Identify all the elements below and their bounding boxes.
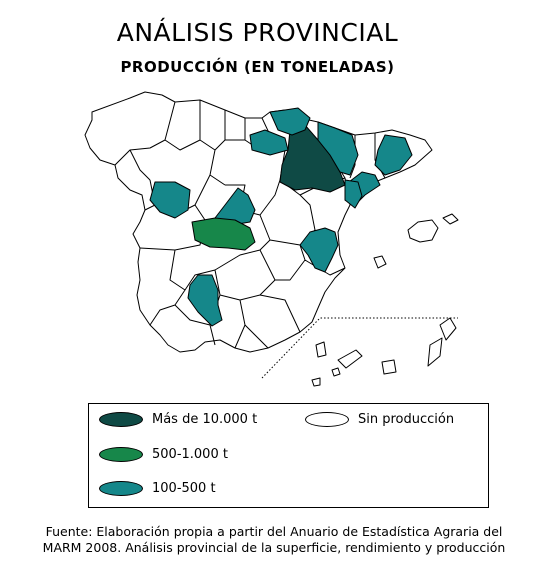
source-line-1: Fuente: Elaboración propia a partir del Anuario de Estadística Agraria del <box>45 524 503 539</box>
legend-item-low <box>99 481 216 496</box>
legend-label-low: 100-500 t <box>152 481 216 496</box>
legend-label-high: Más de 10.000 t <box>152 412 258 427</box>
spain-province-map <box>0 80 550 395</box>
source-note <box>14 524 534 556</box>
island-tenerife <box>338 350 362 368</box>
island-lanzarote <box>440 318 456 340</box>
legend-item-mid <box>99 447 228 462</box>
legend <box>88 403 489 508</box>
island-gran-canaria <box>382 360 396 374</box>
legend-label-mid: 500-1.000 t <box>152 447 228 462</box>
map-subtitle: PRODUCCIÓN (EN TONELADAS) <box>120 58 395 76</box>
legend-item-high <box>99 412 257 427</box>
legend-item-none <box>305 412 454 427</box>
legend-swatch-low <box>99 481 143 496</box>
legend-label-none: Sin producción <box>358 412 455 427</box>
source-line-2: MARM 2008. Análisis provincial de la superficie, rendimiento y producción <box>42 540 506 555</box>
legend-swatch-mid <box>99 447 143 462</box>
island-menorca <box>443 214 458 224</box>
legend-swatch-none <box>305 412 349 427</box>
legend-swatch-high <box>99 412 143 427</box>
island-la-palma <box>316 342 326 357</box>
peninsula-outline <box>85 92 432 352</box>
island-fuerteventura <box>428 338 442 366</box>
island-mallorca <box>408 220 438 242</box>
island-ibiza <box>374 256 386 268</box>
island-hierro <box>312 378 320 386</box>
island-gomera <box>332 368 340 376</box>
map-title: ANÁLISIS PROVINCIAL <box>116 18 399 47</box>
